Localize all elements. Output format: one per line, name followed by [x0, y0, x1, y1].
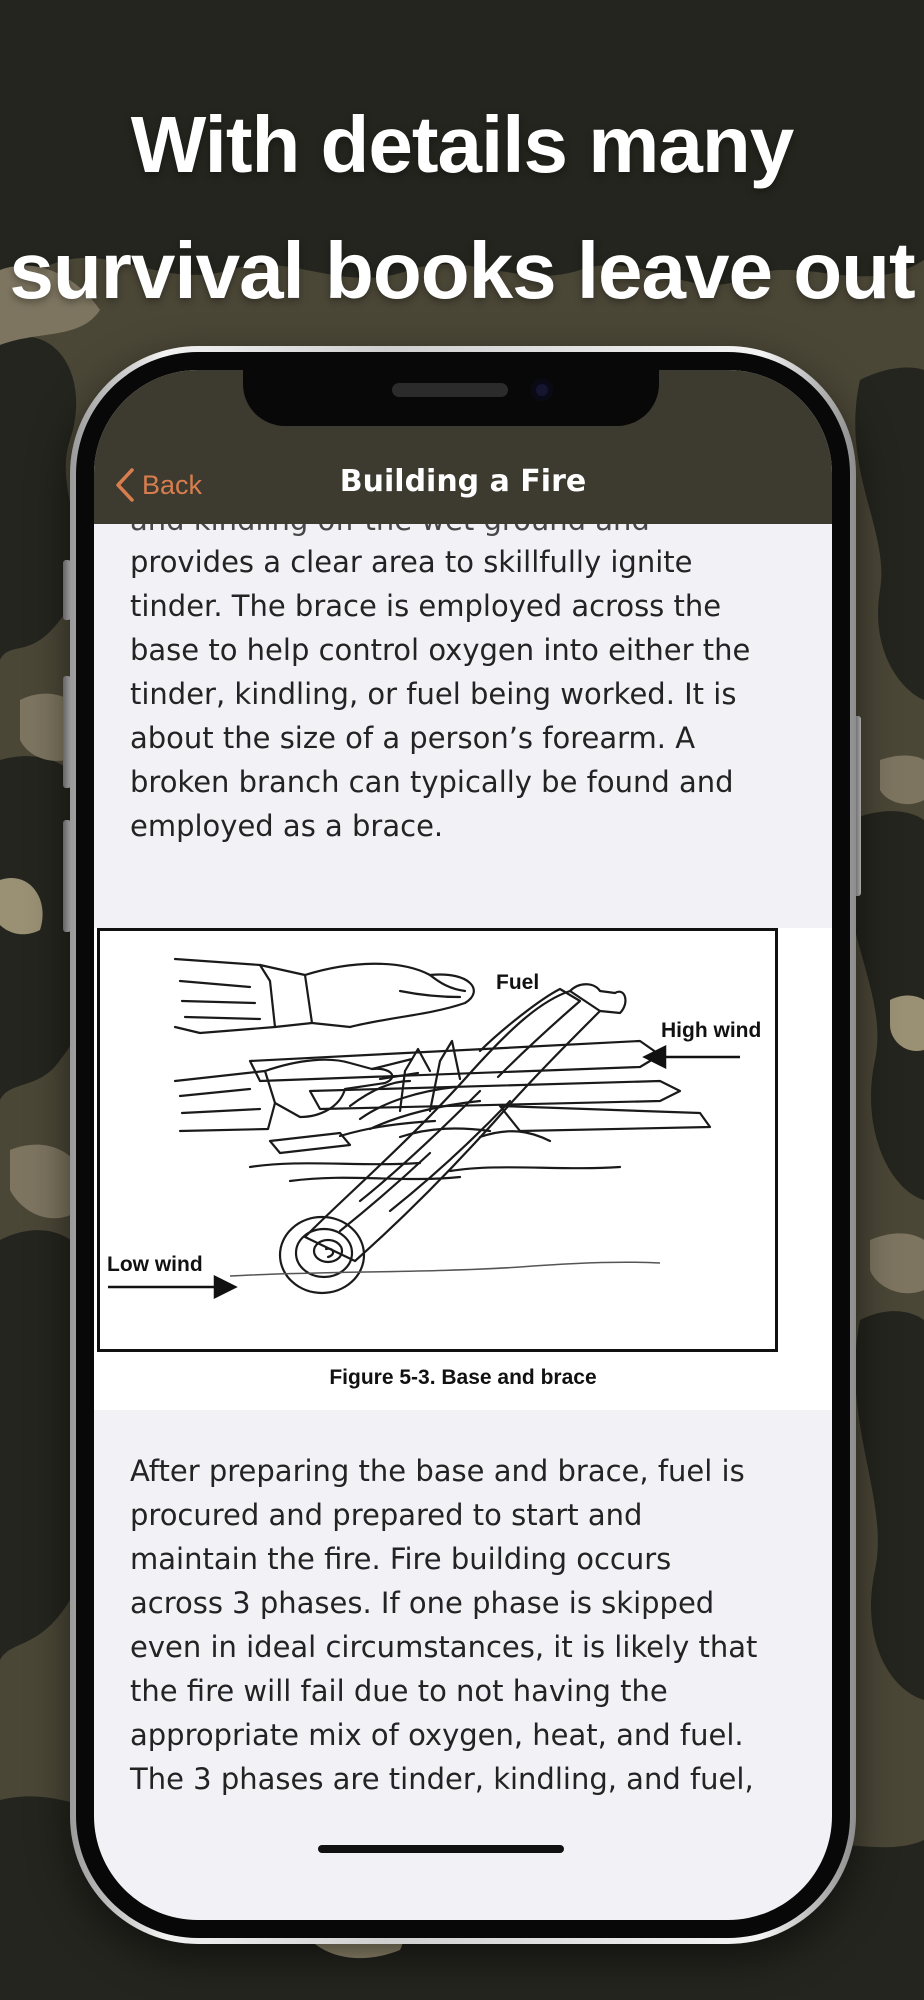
figure-label-high-wind: High wind	[661, 1019, 762, 1042]
article-paragraph-2: After preparing the base and brace, fuel is procured and prepared to start and maintain the fire. Fire building occurs across 3 phases. If one phase is skipped even in ideal circumstances, it is likely that the fire will fail due to not having the appropriate mix of oxygen, heat, and fuel. The 3 phases are tinder, kindling, and fuel,	[130, 1454, 758, 1796]
article-paragraph-1: provides a clear area to skillfully ignite tinder. The brace is employed across the base to help control oxygen into either the tinder, kindling, or fuel being worked. It is about the size of a person’s forearm. A broken branch can typically be found and employed as a brace.	[130, 545, 751, 843]
back-label: Back	[142, 469, 203, 500]
page-title: Building a Fire	[339, 464, 587, 499]
notch	[243, 370, 659, 426]
article-content[interactable]	[94, 524, 832, 1920]
figure-label-low-wind: Low wind	[107, 1253, 203, 1276]
headline-line-1: With details many	[130, 100, 794, 189]
headline-line-2: survival books leave out	[9, 226, 915, 315]
phone-bezel	[76, 352, 850, 1938]
figure-frame	[97, 928, 778, 1352]
promo-headline	[0, 82, 924, 334]
earpiece-speaker	[392, 383, 508, 397]
home-indicator[interactable]	[318, 1845, 564, 1853]
phone-frame	[70, 346, 856, 1944]
fire-base-and-brace-illustration	[100, 931, 775, 1349]
phone-screen	[94, 370, 832, 1920]
figure-caption: Figure 5-3. Base and brace	[329, 1366, 597, 1389]
figure-base-and-brace	[94, 928, 832, 1410]
figure-label-fuel: Fuel	[496, 971, 540, 994]
front-camera-icon	[531, 379, 553, 401]
